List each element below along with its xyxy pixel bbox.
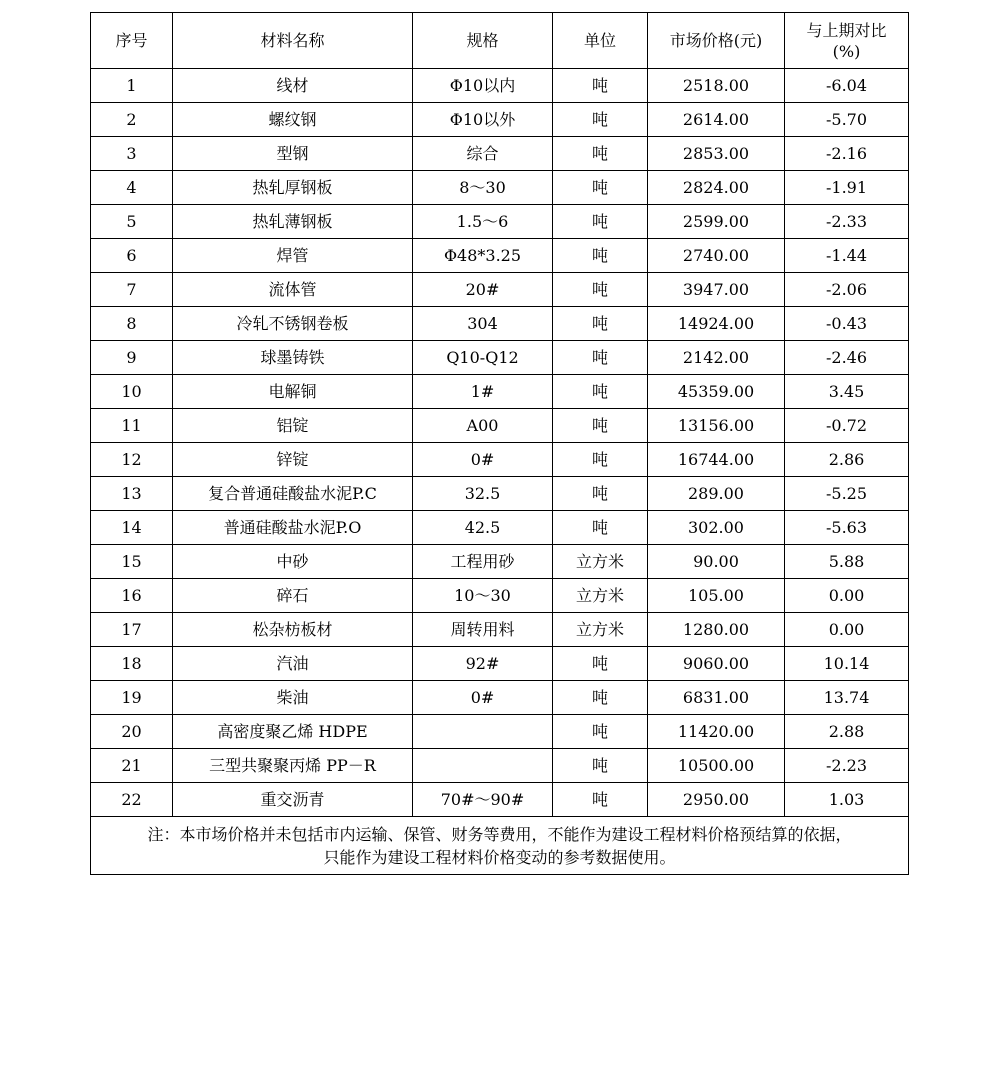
cell-index: 5	[91, 205, 173, 239]
cell-price: 90.00	[648, 545, 785, 579]
cell-index: 6	[91, 239, 173, 273]
cell-change: -2.16	[785, 137, 909, 171]
header-row	[91, 13, 909, 69]
cell-price: 45359.00	[648, 375, 785, 409]
cell-index: 22	[91, 783, 173, 817]
cell-material-name: 重交沥青	[173, 783, 413, 817]
cell-spec: 70#～90#	[413, 783, 553, 817]
cell-material-name: 热轧厚钢板	[173, 171, 413, 205]
cell-price: 105.00	[648, 579, 785, 613]
cell-unit: 吨	[553, 409, 648, 443]
material-price-table	[90, 12, 909, 875]
cell-price: 16744.00	[648, 443, 785, 477]
cell-change: 2.86	[785, 443, 909, 477]
table-row	[91, 681, 909, 715]
cell-spec	[413, 749, 553, 783]
cell-spec: 32.5	[413, 477, 553, 511]
cell-spec: Φ10以内	[413, 69, 553, 103]
cell-change: -6.04	[785, 69, 909, 103]
cell-spec: Φ10以外	[413, 103, 553, 137]
cell-index: 18	[91, 647, 173, 681]
header-index: 序号	[91, 13, 173, 69]
cell-price: 2853.00	[648, 137, 785, 171]
cell-change: 10.14	[785, 647, 909, 681]
cell-material-name: 复合普通硅酸盐水泥P.C	[173, 477, 413, 511]
cell-index: 16	[91, 579, 173, 613]
note-line-1: 注：本市场价格并未包括市内运输、保管、财务等费用，不能作为建设工程材料价格预结算的依据，	[147, 824, 852, 844]
cell-price: 11420.00	[648, 715, 785, 749]
cell-price: 2824.00	[648, 171, 785, 205]
table-row	[91, 477, 909, 511]
cell-unit: 吨	[553, 375, 648, 409]
cell-price: 10500.00	[648, 749, 785, 783]
note-row	[91, 817, 909, 875]
cell-spec: 10～30	[413, 579, 553, 613]
cell-material-name: 三型共聚聚丙烯 PP－R	[173, 749, 413, 783]
cell-change: -1.44	[785, 239, 909, 273]
table-row	[91, 409, 909, 443]
cell-spec: A00	[413, 409, 553, 443]
cell-material-name: 普通硅酸盐水泥P.O	[173, 511, 413, 545]
cell-change: 13.74	[785, 681, 909, 715]
cell-material-name: 中砂	[173, 545, 413, 579]
cell-spec	[413, 715, 553, 749]
table-row	[91, 341, 909, 375]
cell-price: 2740.00	[648, 239, 785, 273]
cell-unit: 吨	[553, 647, 648, 681]
header-change-line2: (%)	[832, 41, 861, 61]
table-row	[91, 579, 909, 613]
cell-price: 2950.00	[648, 783, 785, 817]
cell-unit: 吨	[553, 443, 648, 477]
table-row	[91, 647, 909, 681]
header-change-line1: 与上期对比	[806, 20, 887, 40]
cell-change: 3.45	[785, 375, 909, 409]
cell-index: 7	[91, 273, 173, 307]
cell-change: 0.00	[785, 579, 909, 613]
cell-change: -0.72	[785, 409, 909, 443]
cell-material-name: 柴油	[173, 681, 413, 715]
table-row	[91, 103, 909, 137]
cell-material-name: 松杂枋板材	[173, 613, 413, 647]
cell-index: 13	[91, 477, 173, 511]
cell-material-name: 汽油	[173, 647, 413, 681]
table-footer	[91, 817, 909, 875]
note-line-2: 只能作为建设工程材料价格变动的参考数据使用。	[323, 847, 676, 867]
cell-change: 2.88	[785, 715, 909, 749]
cell-spec: Q10-Q12	[413, 341, 553, 375]
cell-index: 10	[91, 375, 173, 409]
cell-unit: 吨	[553, 205, 648, 239]
cell-material-name: 电解铜	[173, 375, 413, 409]
cell-unit: 吨	[553, 69, 648, 103]
cell-unit: 吨	[553, 341, 648, 375]
cell-change: -5.70	[785, 103, 909, 137]
table-row	[91, 307, 909, 341]
cell-spec: 综合	[413, 137, 553, 171]
cell-change: -2.46	[785, 341, 909, 375]
table-row	[91, 205, 909, 239]
cell-spec: 42.5	[413, 511, 553, 545]
cell-index: 4	[91, 171, 173, 205]
cell-index: 2	[91, 103, 173, 137]
cell-spec: 0#	[413, 681, 553, 715]
cell-index: 3	[91, 137, 173, 171]
header-material-name: 材料名称	[173, 13, 413, 69]
cell-material-name: 冷轧不锈钢卷板	[173, 307, 413, 341]
cell-change: -2.23	[785, 749, 909, 783]
cell-index: 19	[91, 681, 173, 715]
cell-index: 1	[91, 69, 173, 103]
cell-change: 1.03	[785, 783, 909, 817]
table-body	[91, 69, 909, 817]
cell-material-name: 线材	[173, 69, 413, 103]
table-row	[91, 783, 909, 817]
cell-spec: 8～30	[413, 171, 553, 205]
header-spec: 规格	[413, 13, 553, 69]
cell-unit: 吨	[553, 171, 648, 205]
cell-unit: 立方米	[553, 545, 648, 579]
cell-material-name: 型钢	[173, 137, 413, 171]
cell-index: 15	[91, 545, 173, 579]
note-cell	[91, 817, 909, 875]
table-row	[91, 239, 909, 273]
cell-price: 3947.00	[648, 273, 785, 307]
cell-spec: 0#	[413, 443, 553, 477]
table-row	[91, 69, 909, 103]
cell-change: -2.33	[785, 205, 909, 239]
cell-change: -2.06	[785, 273, 909, 307]
table-row	[91, 273, 909, 307]
cell-material-name: 球墨铸铁	[173, 341, 413, 375]
cell-unit: 吨	[553, 783, 648, 817]
cell-spec: 304	[413, 307, 553, 341]
cell-unit: 吨	[553, 103, 648, 137]
cell-index: 12	[91, 443, 173, 477]
cell-change: -5.25	[785, 477, 909, 511]
cell-price: 13156.00	[648, 409, 785, 443]
table-row	[91, 171, 909, 205]
cell-change: 5.88	[785, 545, 909, 579]
cell-index: 21	[91, 749, 173, 783]
cell-material-name: 热轧薄钢板	[173, 205, 413, 239]
table-row	[91, 443, 909, 477]
cell-change: -0.43	[785, 307, 909, 341]
cell-price: 6831.00	[648, 681, 785, 715]
cell-price: 2142.00	[648, 341, 785, 375]
cell-spec: 1#	[413, 375, 553, 409]
cell-unit: 吨	[553, 137, 648, 171]
table-row	[91, 545, 909, 579]
cell-price: 2518.00	[648, 69, 785, 103]
cell-unit: 吨	[553, 511, 648, 545]
table-row	[91, 715, 909, 749]
cell-change: 0.00	[785, 613, 909, 647]
cell-index: 11	[91, 409, 173, 443]
cell-material-name: 流体管	[173, 273, 413, 307]
cell-index: 8	[91, 307, 173, 341]
cell-index: 20	[91, 715, 173, 749]
cell-material-name: 焊管	[173, 239, 413, 273]
cell-material-name: 螺纹钢	[173, 103, 413, 137]
cell-spec: Φ48*3.25	[413, 239, 553, 273]
cell-spec: 92#	[413, 647, 553, 681]
cell-spec: 1.5～6	[413, 205, 553, 239]
cell-price: 14924.00	[648, 307, 785, 341]
table-row	[91, 511, 909, 545]
cell-material-name: 碎石	[173, 579, 413, 613]
table-row	[91, 613, 909, 647]
cell-unit: 吨	[553, 715, 648, 749]
cell-material-name: 高密度聚乙烯 HDPE	[173, 715, 413, 749]
cell-index: 9	[91, 341, 173, 375]
cell-material-name: 铝锭	[173, 409, 413, 443]
header-change	[785, 13, 909, 69]
cell-spec: 周转用料	[413, 613, 553, 647]
header-unit: 单位	[553, 13, 648, 69]
table-header	[91, 13, 909, 69]
cell-change: -5.63	[785, 511, 909, 545]
cell-unit: 立方米	[553, 579, 648, 613]
cell-spec: 20#	[413, 273, 553, 307]
cell-material-name: 锌锭	[173, 443, 413, 477]
cell-unit: 吨	[553, 477, 648, 511]
cell-unit: 立方米	[553, 613, 648, 647]
table-row	[91, 749, 909, 783]
cell-price: 9060.00	[648, 647, 785, 681]
cell-unit: 吨	[553, 239, 648, 273]
cell-price: 302.00	[648, 511, 785, 545]
cell-spec: 工程用砂	[413, 545, 553, 579]
table-row	[91, 375, 909, 409]
cell-unit: 吨	[553, 307, 648, 341]
cell-price: 289.00	[648, 477, 785, 511]
cell-index: 17	[91, 613, 173, 647]
cell-unit: 吨	[553, 681, 648, 715]
cell-price: 2599.00	[648, 205, 785, 239]
cell-change: -1.91	[785, 171, 909, 205]
cell-index: 14	[91, 511, 173, 545]
header-market-price: 市场价格(元)	[648, 13, 785, 69]
table-row	[91, 137, 909, 171]
cell-unit: 吨	[553, 273, 648, 307]
cell-price: 2614.00	[648, 103, 785, 137]
cell-price: 1280.00	[648, 613, 785, 647]
cell-unit: 吨	[553, 749, 648, 783]
